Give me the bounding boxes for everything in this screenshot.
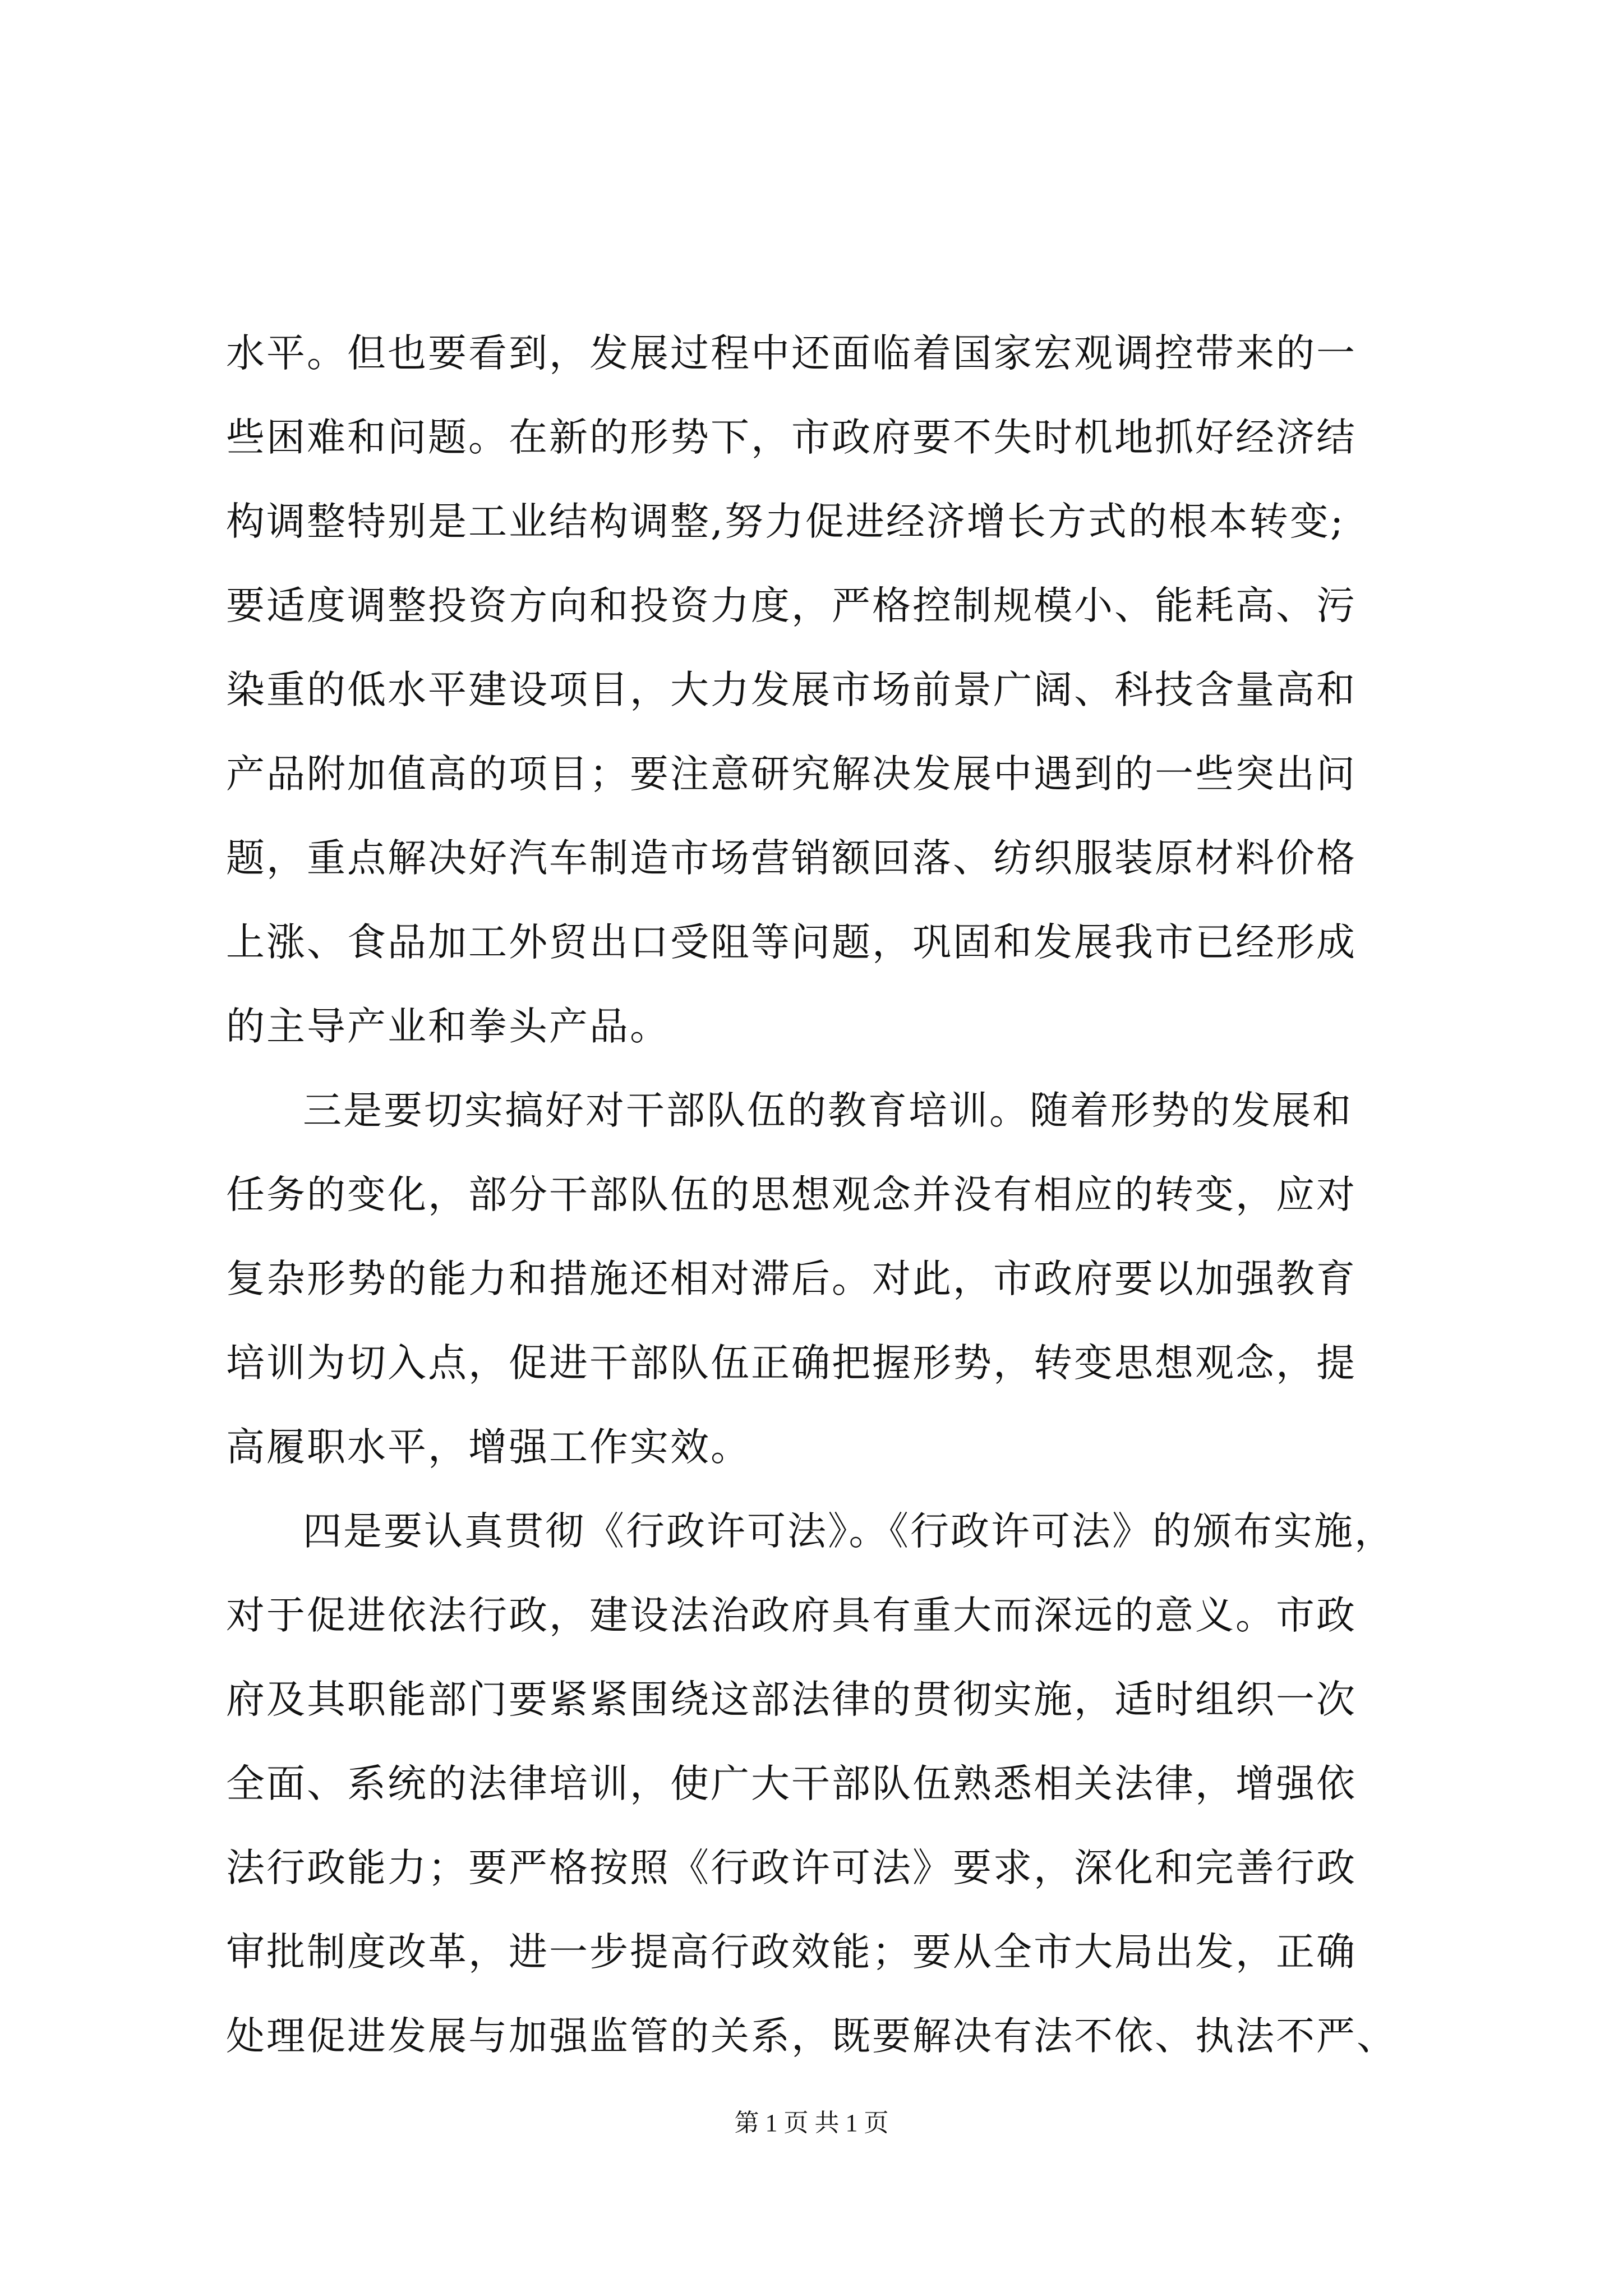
text-line: 任务的变化，部分干部队伍的思想观念并没有相应的转变，应对 — [226, 1172, 1357, 1217]
text-line: 构调整特别是工业结构调整,努力促进经济增长方式的根本转变; — [226, 499, 1345, 544]
text-line: 题，重点解决好汽车制造市场营销额回落、纺织服装原材料价格 — [226, 836, 1357, 881]
paragraph-start-line: 四是要认真贯彻《行政许可法》。《行政许可法》的颁布实施， — [303, 1509, 1395, 1554]
text-line: 审批制度改革，进一步提高行政效能；要从全市大局出发，正确 — [226, 1930, 1357, 1975]
text-line: 处理促进发展与加强监管的关系，既要解决有法不依、执法不严、 — [226, 2014, 1397, 2059]
text-line: 法行政能力；要严格按照《行政许可法》要求，深化和完善行政 — [226, 1846, 1357, 1890]
text-line: 复杂形势的能力和措施还相对滞后。对此，市政府要以加强教育 — [226, 1257, 1357, 1301]
text-line: 对于促进依法行政，建设法治政府具有重大而深远的意义。市政 — [226, 1593, 1357, 1638]
paragraph-start-line: 三是要切实搞好对干部队伍的教育培训。随着形势的发展和 — [303, 1088, 1353, 1133]
text-line: 高履职水平，增强工作实效。 — [226, 1425, 751, 1470]
text-line: 的主导产业和拳头产品。 — [226, 1004, 670, 1049]
text-line: 染重的低水平建设项目，大力发展市场前景广阔、科技含量高和 — [226, 668, 1357, 712]
text-line: 全面、系统的法律培训，使广大干部队伍熟悉相关法律，增强依 — [226, 1761, 1357, 1806]
text-line: 要适度调整投资方向和投资力度，严格控制规模小、能耗高、污 — [226, 583, 1357, 628]
page-footer: 第 1 页 共 1 页 — [734, 2109, 889, 2137]
text-line: 些困难和问题。在新的形势下，市政府要不失时机地抓好经济结 — [226, 415, 1357, 460]
text-line: 培训为切入点，促进干部队伍正确把握形势，转变思想观念，提 — [226, 1341, 1357, 1386]
text-line: 水平。但也要看到，发展过程中还面临着国家宏观调控带来的一 — [226, 331, 1357, 376]
text-line: 产品附加值高的项目；要注意研究解决发展中遇到的一些突出问 — [226, 752, 1357, 797]
text-line: 上涨、食品加工外贸出口受阻等问题，巩固和发展我市已经形成 — [226, 920, 1357, 965]
text-line: 府及其职能部门要紧紧围绕这部法律的贯彻实施，适时组织一次 — [226, 1677, 1357, 1722]
